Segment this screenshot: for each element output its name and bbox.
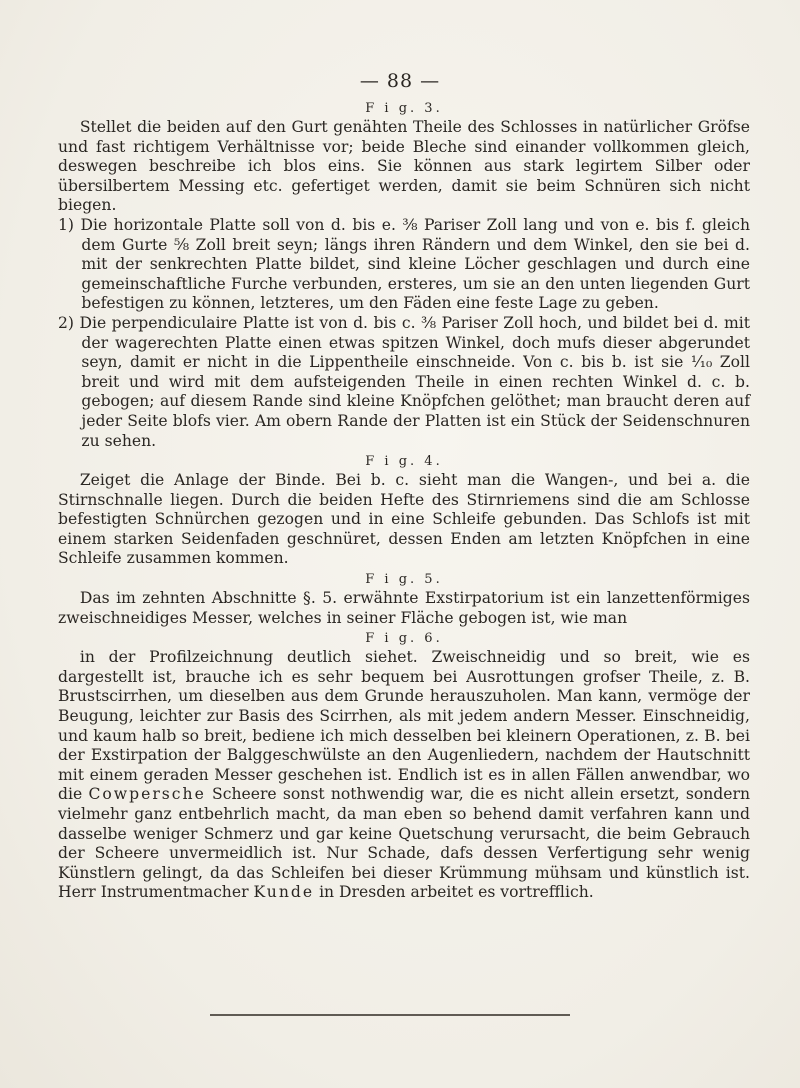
fig-6-heading: F i g. 6.: [365, 631, 443, 647]
bottom-rule: [210, 1014, 570, 1016]
body-text: [58, 98, 750, 903]
maker-name: Kunde: [253, 883, 315, 902]
fig-6-text-part-2: Scheere sonst nothwendig war, die es nicht allein ersetzt, sondern vielmehr ganz entbehrlich macht, da man eben so behend damit verfahren kann und dasselbe weniger Schmerz und gar keine Quetschung verursacht, die beim Gebrauch der Scheere unvermeidlich ist. Nur Schade, dafs dessen Verfertigung sehr wenig Künstlern gelingt, da das Schleifen bei dieser Krümmung mühsam und künstlich ist. Herr Instrumentmacher: [58, 785, 750, 902]
fig-6-text: [58, 648, 750, 903]
fig-5-heading: F i g. 5.: [365, 572, 443, 588]
fig-5-text: Das im zehnten Abschnitte §. 5. erwähnte Exstirpatorium ist ein lanzettenförmiges zweischneidiges Messer, welches in seiner Fläche gebogen ist, wie man: [58, 589, 750, 627]
fig-4-text: Zeiget die Anlage der Binde. Bei b. c. sieht man die Wangen-, und bei a. die Stirnschnalle liegen. Durch die beiden Hefte des Stirnriemens sind die am Schlosse befestigten Schnürchen gezogen und in eine Schleife gebunden. Das Schlofs ist mit einem starken Seidenfaden geschnüret, dessen Enden am letzten Knöpfchen in eine Schleife zusammen kommen.: [58, 471, 750, 568]
fig-3-heading: F i g. 3.: [365, 101, 443, 116]
fig-4-heading: F i g. 4.: [365, 454, 443, 470]
cowper-name: Cowpersche: [88, 785, 206, 804]
fig-3-intro: Stellet die beiden auf den Gurt genähten Theile des Schlosses in natürlicher Gröfse und fast richtigem Verhältnisse vor; beide Bleche sind einander vollkommen gleich, deswegen beschreibe ich blos eins. Sie können aus stark legirtem Silber oder übersilbertem Messing etc. gefertiget werden, damit sie beim Schnüren sich nicht biegen.: [58, 118, 750, 215]
page-number-value: 88: [386, 70, 414, 92]
fig-3-item-2: 2) Die perpendiculaire Platte ist von d. bis c. ⅜ Pariser Zoll hoch, und bildet bei d. mit der wagerechten Platte einen etwas spitzen Winkel, doch mufs dieser abgerundet seyn, damit er nicht in die Lippentheile einschneide. Von c. bis b. ist sie ¹⁄₁₀ Zoll breit und wird mit dem aufsteigenden Theile in einen rechten Winkel d. c. b. gebogen; auf diesem Rande sind kleine Knöpfchen gelöthet; man braucht deren auf jeder Seite blofs vier. Am obern Rande der Platten ist ein Stück der Seidenschnuren zu sehen.: [58, 313, 750, 450]
page-number: — 88 —: [359, 70, 441, 92]
fig-3-item-1: 1) Die horizontale Platte soll von d. bis e. ⅜ Pariser Zoll lang und von e. bis f. gleich dem Gurte ⅝ Zoll breit seyn; längs ihren Rändern und dem Winkel, den sie bei d. mit der senkrechten Platte bildet, sind kleine Löcher geschlagen und durch eine gemeinschaftliche Furche verbunden, ersteres, um sie an den unten liegenden Gurt befestigen zu können, letzteres, um den Fäden eine feste Lage zu geben.: [58, 215, 750, 313]
fig-6-text-part-1: in der Profilzeichnung deutlich siehet. Zweischneidig und so breit, wie es dargestellt ist, brauche ich es sehr bequem bei Ausrottungen grofser Theile, z. B. Brustscirrhen, um dieselben aus dem Grunde herauszuholen. Man kann, vermöge der Beugung, leichter zur Basis des Scirrhen, als mit jedem andern Messer. Einschneidig, und kaum halb so breit, bediene ich mich desselben bei kleinern Operationen, z. B. bei der Exstirpation der Balggeschwülste an den Augenliedern, nachdem der Hautschnitt mit einem geraden Messer geschehen ist. Endlich ist es in allen Fällen anwendbar, wo die: [58, 648, 750, 804]
fig-6-text-part-3: in Dresden arbeitet es vortrefflich.: [314, 883, 594, 902]
